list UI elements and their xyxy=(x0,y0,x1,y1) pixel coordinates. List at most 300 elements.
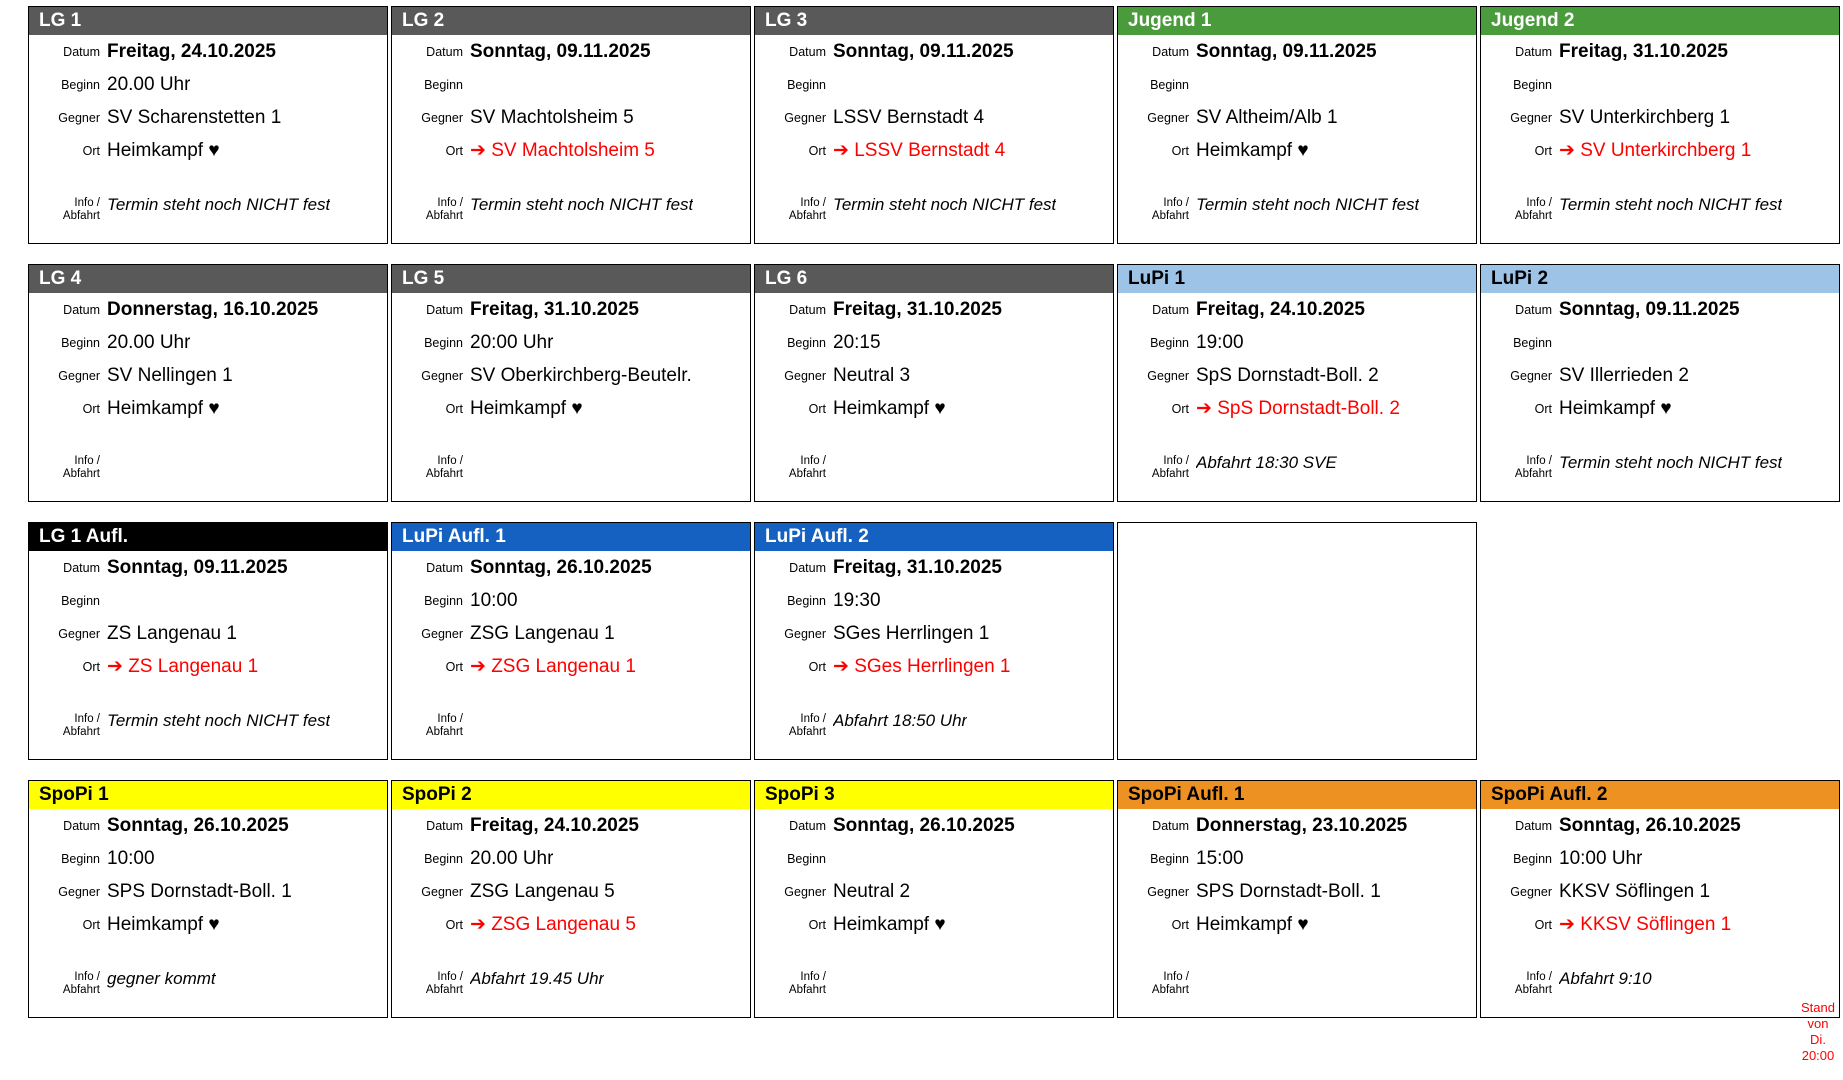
label-info-line2: Abfahrt xyxy=(1514,468,1552,480)
row-datum xyxy=(1118,35,1476,68)
label-info-line1: Info / xyxy=(1526,197,1552,209)
row-ort xyxy=(1481,392,1839,425)
label-beginn: Beginn xyxy=(787,593,826,608)
label-datum: Datum xyxy=(789,302,826,317)
row-beginn xyxy=(755,326,1113,359)
row-beginn xyxy=(1118,68,1476,101)
label-info xyxy=(755,195,833,223)
row-ort xyxy=(1118,134,1476,167)
label-gegner: Gegner xyxy=(421,884,463,899)
row-gegner xyxy=(1481,359,1839,392)
match-card-0[interactable] xyxy=(28,6,388,244)
match-card-6[interactable] xyxy=(391,264,751,502)
row-beginn xyxy=(755,842,1113,875)
stand-note xyxy=(1795,1000,1841,1064)
row-beginn xyxy=(1481,842,1839,875)
value-ort: ➔ KKSV Söflingen 1 xyxy=(1559,914,1732,935)
row-info xyxy=(1118,195,1476,243)
label-info-line1: Info / xyxy=(800,713,826,725)
value-info: Termin steht noch NICHT fest xyxy=(1559,453,1783,472)
stand-line-3: Di. xyxy=(1810,1032,1826,1047)
match-card-body xyxy=(1481,809,1839,1017)
row-datum xyxy=(755,35,1113,68)
row-beginn xyxy=(392,584,750,617)
match-card-title: SpoPi 2 xyxy=(392,781,750,809)
value-ort: Heimkampf ♥ xyxy=(107,913,220,935)
value-gegner: Neutral 2 xyxy=(833,880,911,902)
row-info xyxy=(1481,195,1839,243)
value-gegner: SGes Herrlingen 1 xyxy=(833,622,990,644)
row-gegner xyxy=(755,875,1113,908)
match-card-13 xyxy=(1117,522,1477,760)
match-card-12[interactable] xyxy=(754,522,1114,760)
value-datum: Freitag, 31.10.2025 xyxy=(1559,40,1728,62)
label-info-line2: Abfahrt xyxy=(425,468,463,480)
label-ort: Ort xyxy=(808,917,826,932)
label-info-line1: Info / xyxy=(74,971,100,983)
label-gegner: Gegner xyxy=(784,368,826,383)
label-info-line2: Abfahrt xyxy=(788,468,826,480)
match-card-title: LG 6 xyxy=(755,265,1113,293)
match-card-title: LuPi 2 xyxy=(1481,265,1839,293)
label-gegner: Gegner xyxy=(1147,368,1189,383)
value-info: Termin steht noch NICHT fest xyxy=(1196,195,1420,214)
card-spacer xyxy=(29,425,387,447)
label-ort: Ort xyxy=(808,143,826,158)
label-info-line2: Abfahrt xyxy=(1514,210,1552,222)
value-info: Abfahrt 9:10 xyxy=(1559,969,1652,988)
value-gegner: LSSV Bernstadt 4 xyxy=(833,106,985,128)
row-datum xyxy=(392,35,750,68)
label-gegner: Gegner xyxy=(784,110,826,125)
row-datum xyxy=(29,551,387,584)
value-beginn: 10:00 xyxy=(107,847,155,869)
row-ort xyxy=(1118,392,1476,425)
row-gegner xyxy=(392,875,750,908)
row-beginn xyxy=(29,584,387,617)
match-card-body xyxy=(29,293,387,501)
label-info xyxy=(1118,969,1196,997)
row-beginn xyxy=(1118,326,1476,359)
value-beginn: 20:15 xyxy=(833,331,881,353)
row-info xyxy=(755,195,1113,243)
value-datum: Sonntag, 09.11.2025 xyxy=(470,40,651,62)
label-info xyxy=(755,453,833,481)
row-datum xyxy=(29,35,387,68)
match-card-body xyxy=(392,551,750,759)
label-datum: Datum xyxy=(63,560,100,575)
value-beginn: 10:00 Uhr xyxy=(1559,847,1643,869)
row-gegner xyxy=(29,875,387,908)
label-gegner: Gegner xyxy=(784,626,826,641)
row-ort xyxy=(755,392,1113,425)
card-spacer xyxy=(392,941,750,963)
value-beginn: 19:30 xyxy=(833,589,881,611)
value-info: Abfahrt 18:30 SVE xyxy=(1196,453,1337,472)
match-card-body xyxy=(755,35,1113,243)
label-info xyxy=(392,969,470,997)
match-card-2[interactable] xyxy=(754,6,1114,244)
label-datum: Datum xyxy=(426,560,463,575)
match-card-11[interactable] xyxy=(391,522,751,760)
value-gegner: SV Nellingen 1 xyxy=(107,364,233,386)
value-gegner: KKSV Söflingen 1 xyxy=(1559,880,1711,902)
label-info xyxy=(1481,195,1559,223)
row-ort xyxy=(392,392,750,425)
match-card-body xyxy=(755,293,1113,501)
match-card-title: LG 3 xyxy=(755,7,1113,35)
match-card-title: LG 5 xyxy=(392,265,750,293)
row-gegner xyxy=(392,617,750,650)
row-ort xyxy=(392,134,750,167)
value-gegner: SPS Dornstadt-Boll. 1 xyxy=(107,880,292,902)
row-beginn xyxy=(755,584,1113,617)
value-datum: Sonntag, 09.11.2025 xyxy=(1196,40,1377,62)
row-beginn xyxy=(392,68,750,101)
card-spacer xyxy=(755,167,1113,189)
label-beginn: Beginn xyxy=(61,335,100,350)
value-datum: Sonntag, 09.11.2025 xyxy=(107,556,288,578)
label-ort: Ort xyxy=(808,659,826,674)
value-gegner: SV Illerrieden 2 xyxy=(1559,364,1689,386)
label-gegner: Gegner xyxy=(784,884,826,899)
label-beginn: Beginn xyxy=(61,593,100,608)
label-beginn: Beginn xyxy=(787,77,826,92)
value-ort: Heimkampf ♥ xyxy=(1196,139,1309,161)
row-beginn xyxy=(29,842,387,875)
label-info-line2: Abfahrt xyxy=(425,984,463,996)
value-info: Termin steht noch NICHT fest xyxy=(470,195,694,214)
row-gegner xyxy=(1481,875,1839,908)
row-info xyxy=(29,969,387,1017)
label-info-line2: Abfahrt xyxy=(425,726,463,738)
match-card-body xyxy=(1118,35,1476,243)
label-info-line1: Info / xyxy=(1163,971,1189,983)
label-gegner: Gegner xyxy=(421,110,463,125)
row-datum xyxy=(1481,35,1839,68)
value-ort: Heimkampf ♥ xyxy=(1559,397,1672,419)
row-info xyxy=(755,453,1113,501)
value-gegner: SV Oberkirchberg-Beutelr. xyxy=(470,364,692,386)
row-ort xyxy=(29,134,387,167)
value-ort: ➔ SV Unterkirchberg 1 xyxy=(1559,140,1752,161)
label-info-line1: Info / xyxy=(1163,455,1189,467)
value-ort: ➔ ZSG Langenau 5 xyxy=(470,914,636,935)
label-datum: Datum xyxy=(1152,44,1189,59)
row-gegner xyxy=(392,359,750,392)
label-info-line1: Info / xyxy=(800,197,826,209)
card-spacer xyxy=(755,941,1113,963)
match-card-title: Jugend 2 xyxy=(1481,7,1839,35)
label-beginn: Beginn xyxy=(787,335,826,350)
match-card-title: LG 2 xyxy=(392,7,750,35)
label-ort: Ort xyxy=(445,401,463,416)
card-spacer xyxy=(392,683,750,705)
match-card-17[interactable] xyxy=(754,780,1114,1018)
value-info: Termin steht noch NICHT fest xyxy=(107,711,331,730)
label-datum: Datum xyxy=(1152,302,1189,317)
label-beginn: Beginn xyxy=(61,851,100,866)
match-card-1[interactable] xyxy=(391,6,751,244)
label-beginn: Beginn xyxy=(787,851,826,866)
row-beginn xyxy=(1481,68,1839,101)
row-info xyxy=(1118,453,1476,501)
label-beginn: Beginn xyxy=(1150,77,1189,92)
value-datum: Freitag, 24.10.2025 xyxy=(107,40,276,62)
label-beginn: Beginn xyxy=(1513,335,1552,350)
match-card-7[interactable] xyxy=(754,264,1114,502)
match-card-title: SpoPi 3 xyxy=(755,781,1113,809)
row-gegner xyxy=(1481,101,1839,134)
card-spacer xyxy=(1481,941,1839,963)
stand-line-1: Stand xyxy=(1801,1000,1835,1015)
row-ort xyxy=(392,650,750,683)
row-datum xyxy=(755,293,1113,326)
label-ort: Ort xyxy=(445,659,463,674)
value-gegner: SpS Dornstadt-Boll. 2 xyxy=(1196,364,1379,386)
label-datum: Datum xyxy=(1152,818,1189,833)
label-beginn: Beginn xyxy=(1150,851,1189,866)
row-ort xyxy=(29,650,387,683)
match-card-title: LG 4 xyxy=(29,265,387,293)
match-card-16[interactable] xyxy=(391,780,751,1018)
row-info xyxy=(1481,453,1839,501)
label-info xyxy=(29,711,107,739)
value-beginn: 10:00 xyxy=(470,589,518,611)
value-ort: Heimkampf ♥ xyxy=(470,397,583,419)
value-datum: Freitag, 24.10.2025 xyxy=(470,814,639,836)
row-gegner xyxy=(29,359,387,392)
match-card-19[interactable] xyxy=(1480,780,1840,1018)
row-ort xyxy=(755,650,1113,683)
value-gegner: SV Unterkirchberg 1 xyxy=(1559,106,1731,128)
label-datum: Datum xyxy=(789,818,826,833)
label-gegner: Gegner xyxy=(1147,110,1189,125)
value-ort: Heimkampf ♥ xyxy=(1196,913,1309,935)
label-info-line2: Abfahrt xyxy=(425,210,463,222)
label-info xyxy=(1481,453,1559,481)
row-gegner xyxy=(755,617,1113,650)
value-gegner: SV Altheim/Alb 1 xyxy=(1196,106,1338,128)
match-card-body xyxy=(29,551,387,759)
label-ort: Ort xyxy=(82,401,100,416)
value-gegner: ZSG Langenau 5 xyxy=(470,880,615,902)
label-info xyxy=(1481,969,1559,997)
match-card-9[interactable] xyxy=(1480,264,1840,502)
label-gegner: Gegner xyxy=(58,626,100,641)
match-card-body xyxy=(392,809,750,1017)
row-beginn xyxy=(1481,326,1839,359)
label-beginn: Beginn xyxy=(424,77,463,92)
label-info-line1: Info / xyxy=(1526,971,1552,983)
value-ort: ➔ LSSV Bernstadt 4 xyxy=(833,140,1006,161)
row-info xyxy=(1118,969,1476,1017)
value-ort: ➔ SGes Herrlingen 1 xyxy=(833,656,1011,677)
value-ort: Heimkampf ♥ xyxy=(107,139,220,161)
label-info-line2: Abfahrt xyxy=(1514,984,1552,996)
value-datum: Sonntag, 09.11.2025 xyxy=(833,40,1014,62)
label-info xyxy=(29,969,107,997)
value-ort: Heimkampf ♥ xyxy=(833,397,946,419)
row-info xyxy=(755,969,1113,1017)
row-datum xyxy=(1118,293,1476,326)
label-info-line2: Abfahrt xyxy=(62,210,100,222)
match-card-title: LG 1 xyxy=(29,7,387,35)
label-datum: Datum xyxy=(1515,44,1552,59)
row-gegner xyxy=(392,101,750,134)
row-ort xyxy=(1481,908,1839,941)
row-datum xyxy=(755,551,1113,584)
value-ort: ➔ ZS Langenau 1 xyxy=(107,656,259,677)
label-gegner: Gegner xyxy=(58,368,100,383)
label-info-line2: Abfahrt xyxy=(62,468,100,480)
row-datum xyxy=(1118,809,1476,842)
card-spacer xyxy=(392,425,750,447)
label-ort: Ort xyxy=(82,659,100,674)
label-datum: Datum xyxy=(426,302,463,317)
label-info-line1: Info / xyxy=(1163,197,1189,209)
stand-line-2: von xyxy=(1807,1016,1829,1031)
value-beginn: 15:00 xyxy=(1196,847,1244,869)
label-info-line1: Info / xyxy=(800,455,826,467)
label-info-line2: Abfahrt xyxy=(62,726,100,738)
label-datum: Datum xyxy=(63,44,100,59)
label-ort: Ort xyxy=(1171,401,1189,416)
value-beginn: 19:00 xyxy=(1196,331,1244,353)
value-beginn: 20.00 Uhr xyxy=(470,847,554,869)
label-ort: Ort xyxy=(1534,401,1552,416)
value-info: Abfahrt 19.45 Uhr xyxy=(470,969,605,988)
match-card-8[interactable] xyxy=(1117,264,1477,502)
row-beginn xyxy=(29,326,387,359)
card-spacer xyxy=(1481,425,1839,447)
label-ort: Ort xyxy=(1534,143,1552,158)
row-datum xyxy=(392,551,750,584)
label-info-line2: Abfahrt xyxy=(1151,210,1189,222)
value-datum: Sonntag, 26.10.2025 xyxy=(107,814,289,836)
label-info-line1: Info / xyxy=(800,971,826,983)
value-datum: Freitag, 31.10.2025 xyxy=(470,298,639,320)
match-card-5[interactable] xyxy=(28,264,388,502)
value-beginn: 20:00 Uhr xyxy=(470,331,554,353)
label-info xyxy=(392,453,470,481)
match-card-18[interactable] xyxy=(1117,780,1477,1018)
stand-line-4: 20:00 xyxy=(1801,1048,1835,1063)
row-ort xyxy=(1481,134,1839,167)
value-datum: Sonntag, 26.10.2025 xyxy=(470,556,652,578)
row-info xyxy=(29,195,387,243)
value-ort: Heimkampf ♥ xyxy=(107,397,220,419)
match-card-title: Jugend 1 xyxy=(1118,7,1476,35)
card-spacer xyxy=(755,425,1113,447)
row-beginn xyxy=(392,842,750,875)
label-gegner: Gegner xyxy=(58,884,100,899)
row-ort xyxy=(29,392,387,425)
match-card-body xyxy=(1481,35,1839,243)
value-datum: Donnerstag, 16.10.2025 xyxy=(107,298,319,320)
match-card-body xyxy=(392,35,750,243)
card-spacer xyxy=(1481,167,1839,189)
row-ort xyxy=(1118,908,1476,941)
card-spacer xyxy=(392,167,750,189)
value-datum: Freitag, 31.10.2025 xyxy=(833,298,1002,320)
value-gegner: ZS Langenau 1 xyxy=(107,622,237,644)
match-card-3[interactable] xyxy=(1117,6,1477,244)
value-datum: Sonntag, 09.11.2025 xyxy=(1559,298,1740,320)
row-gegner xyxy=(29,617,387,650)
row-gegner xyxy=(1118,875,1476,908)
label-info xyxy=(392,711,470,739)
row-datum xyxy=(392,293,750,326)
match-card-body xyxy=(29,35,387,243)
label-beginn: Beginn xyxy=(1513,77,1552,92)
match-card-4[interactable] xyxy=(1480,6,1840,244)
match-card-15[interactable] xyxy=(28,780,388,1018)
row-ort xyxy=(392,908,750,941)
row-ort xyxy=(755,134,1113,167)
card-spacer xyxy=(29,683,387,705)
row-info xyxy=(392,711,750,759)
label-datum: Datum xyxy=(426,818,463,833)
row-gegner xyxy=(29,101,387,134)
label-gegner: Gegner xyxy=(1510,884,1552,899)
label-ort: Ort xyxy=(1171,917,1189,932)
value-gegner: ZSG Langenau 1 xyxy=(470,622,615,644)
label-info-line2: Abfahrt xyxy=(1151,984,1189,996)
label-beginn: Beginn xyxy=(61,77,100,92)
label-info xyxy=(755,711,833,739)
value-info: Termin steht noch NICHT fest xyxy=(107,195,331,214)
match-card-body xyxy=(392,293,750,501)
card-spacer xyxy=(29,941,387,963)
label-ort: Ort xyxy=(808,401,826,416)
value-info: gegner kommt xyxy=(107,969,216,988)
card-spacer xyxy=(1118,941,1476,963)
value-ort: ➔ SV Machtolsheim 5 xyxy=(470,140,655,161)
value-info: Termin steht noch NICHT fest xyxy=(833,195,1057,214)
label-info xyxy=(1118,453,1196,481)
label-info xyxy=(755,969,833,997)
label-info-line1: Info / xyxy=(437,455,463,467)
label-datum: Datum xyxy=(789,44,826,59)
label-info xyxy=(29,453,107,481)
row-datum xyxy=(29,809,387,842)
card-spacer xyxy=(29,167,387,189)
match-card-title: LG 1 Aufl. xyxy=(29,523,387,551)
match-card-body xyxy=(1118,293,1476,501)
label-ort: Ort xyxy=(82,917,100,932)
label-beginn: Beginn xyxy=(1150,335,1189,350)
row-info xyxy=(29,453,387,501)
value-ort: ➔ ZSG Langenau 1 xyxy=(470,656,636,677)
value-gegner: Neutral 3 xyxy=(833,364,911,386)
label-ort: Ort xyxy=(445,143,463,158)
match-card-title: SpoPi Aufl. 1 xyxy=(1118,781,1476,809)
match-card-title: SpoPi Aufl. 2 xyxy=(1481,781,1839,809)
match-card-10[interactable] xyxy=(28,522,388,760)
label-info-line1: Info / xyxy=(74,713,100,725)
label-info-line2: Abfahrt xyxy=(788,726,826,738)
label-beginn: Beginn xyxy=(424,593,463,608)
label-info-line1: Info / xyxy=(74,197,100,209)
label-datum: Datum xyxy=(789,560,826,575)
label-info-line1: Info / xyxy=(1526,455,1552,467)
label-info xyxy=(29,195,107,223)
label-datum: Datum xyxy=(63,302,100,317)
label-info xyxy=(1118,195,1196,223)
row-ort xyxy=(755,908,1113,941)
row-gegner xyxy=(755,359,1113,392)
